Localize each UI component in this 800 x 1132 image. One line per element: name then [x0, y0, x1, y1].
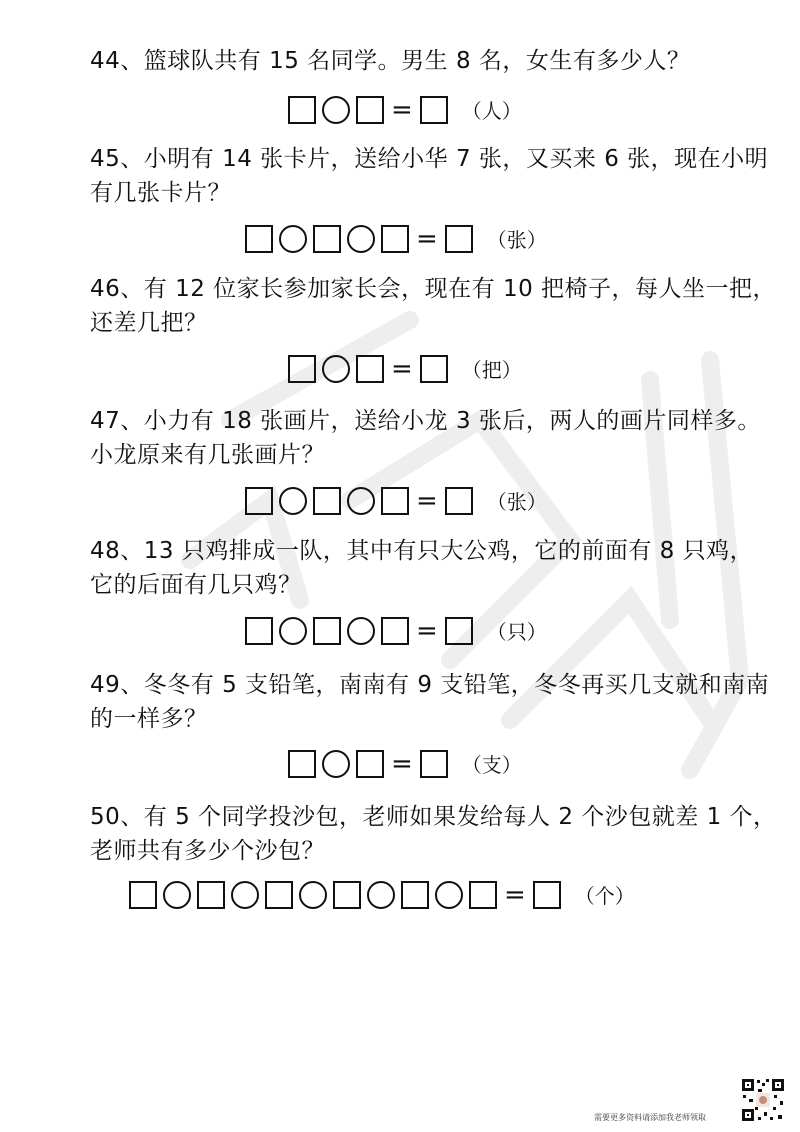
- operator-circle: [299, 881, 327, 909]
- question-text: 45、小明有 14 张卡片，送给小华 7 张，又买来 6 张，现在小明: [90, 146, 769, 172]
- operator-circle: [347, 487, 375, 515]
- problem-44: [90, 44, 740, 78]
- number-box: [288, 750, 316, 778]
- number-box: [197, 881, 225, 909]
- number-box: [129, 881, 157, 909]
- operator-circle: [231, 881, 259, 909]
- operator-circle: [163, 881, 191, 909]
- unit-label: （支）: [461, 753, 522, 777]
- operator-circle: [322, 355, 350, 383]
- equals-sign: =: [391, 94, 413, 125]
- answer-row-49: [288, 749, 522, 778]
- unit-label: （张）: [486, 228, 547, 252]
- operator-circle: [367, 881, 395, 909]
- problem-47: [90, 404, 761, 472]
- question-text: 44、篮球队共有 15 名同学。男生 8 名，女生有多少人？: [90, 48, 691, 74]
- question-text: 的一样多？: [90, 706, 208, 732]
- operator-circle: [279, 225, 307, 253]
- unit-label: （张）: [486, 490, 547, 514]
- equals-sign: =: [416, 485, 438, 516]
- equals-sign: =: [391, 353, 413, 384]
- question-text: 老师共有多少个沙包？: [90, 838, 325, 864]
- number-box: [445, 487, 473, 515]
- question-text: 小龙原来有几张画片？: [90, 442, 325, 468]
- question-text: 有几张卡片？: [90, 180, 231, 206]
- number-box: [445, 617, 473, 645]
- problem-49: [90, 668, 770, 736]
- number-box: [420, 750, 448, 778]
- answer-row-44: [288, 95, 522, 124]
- answer-row-46: [288, 354, 522, 383]
- number-box: [245, 225, 273, 253]
- qr-code-icon: [740, 1077, 786, 1123]
- number-box: [381, 617, 409, 645]
- question-text: 47、小力有 18 张画片，送给小龙 3 张后，两人的画片同样多。: [90, 408, 761, 434]
- number-box: [356, 355, 384, 383]
- operator-circle: [279, 617, 307, 645]
- number-box: [313, 617, 341, 645]
- number-box: [401, 881, 429, 909]
- operator-circle: [347, 225, 375, 253]
- answer-row-47: [245, 486, 547, 515]
- operator-circle: [322, 750, 350, 778]
- problem-48: [90, 534, 754, 602]
- number-box: [313, 225, 341, 253]
- question-text: 50、有 5 个同学投沙包，老师如果发给每人 2 个沙包就差 1 个，: [90, 804, 777, 830]
- answer-row-50: [129, 880, 635, 909]
- unit-label: （只）: [486, 620, 547, 644]
- equals-sign: =: [416, 223, 438, 254]
- number-box: [420, 96, 448, 124]
- number-box: [381, 225, 409, 253]
- number-box: [313, 487, 341, 515]
- question-text: 46、有 12 位家长参加家长会，现在有 10 把椅子，每人坐一把，: [90, 276, 777, 302]
- number-box: [288, 355, 316, 383]
- number-box: [420, 355, 448, 383]
- number-box: [445, 225, 473, 253]
- unit-label: （个）: [574, 884, 635, 908]
- number-box: [245, 487, 273, 515]
- answer-row-48: [245, 616, 547, 645]
- problem-45: [90, 142, 769, 210]
- equals-sign: =: [391, 748, 413, 779]
- question-text: 还差几把？: [90, 310, 208, 336]
- answer-row-45: [245, 224, 547, 253]
- unit-label: （把）: [461, 358, 522, 382]
- number-box: [245, 617, 273, 645]
- footer-note: 需要更多资料请添加我老师领取: [594, 1113, 706, 1122]
- question-text: 49、冬冬有 5 支铅笔，南南有 9 支铅笔，冬冬再买几支就和南南: [90, 672, 770, 698]
- number-box: [356, 750, 384, 778]
- operator-circle: [322, 96, 350, 124]
- number-box: [533, 881, 561, 909]
- number-box: [381, 487, 409, 515]
- number-box: [333, 881, 361, 909]
- operator-circle: [435, 881, 463, 909]
- number-box: [265, 881, 293, 909]
- number-box: [469, 881, 497, 909]
- number-box: [356, 96, 384, 124]
- problem-50: [90, 800, 777, 868]
- equals-sign: =: [416, 615, 438, 646]
- number-box: [288, 96, 316, 124]
- question-text: 48、13 只鸡排成一队，其中有只大公鸡，它的前面有 8 只鸡，: [90, 538, 754, 564]
- problem-46: [90, 272, 777, 340]
- operator-circle: [347, 617, 375, 645]
- question-text: 它的后面有几只鸡？: [90, 572, 302, 598]
- operator-circle: [279, 487, 307, 515]
- unit-label: （人）: [461, 99, 522, 123]
- equals-sign: =: [504, 879, 526, 910]
